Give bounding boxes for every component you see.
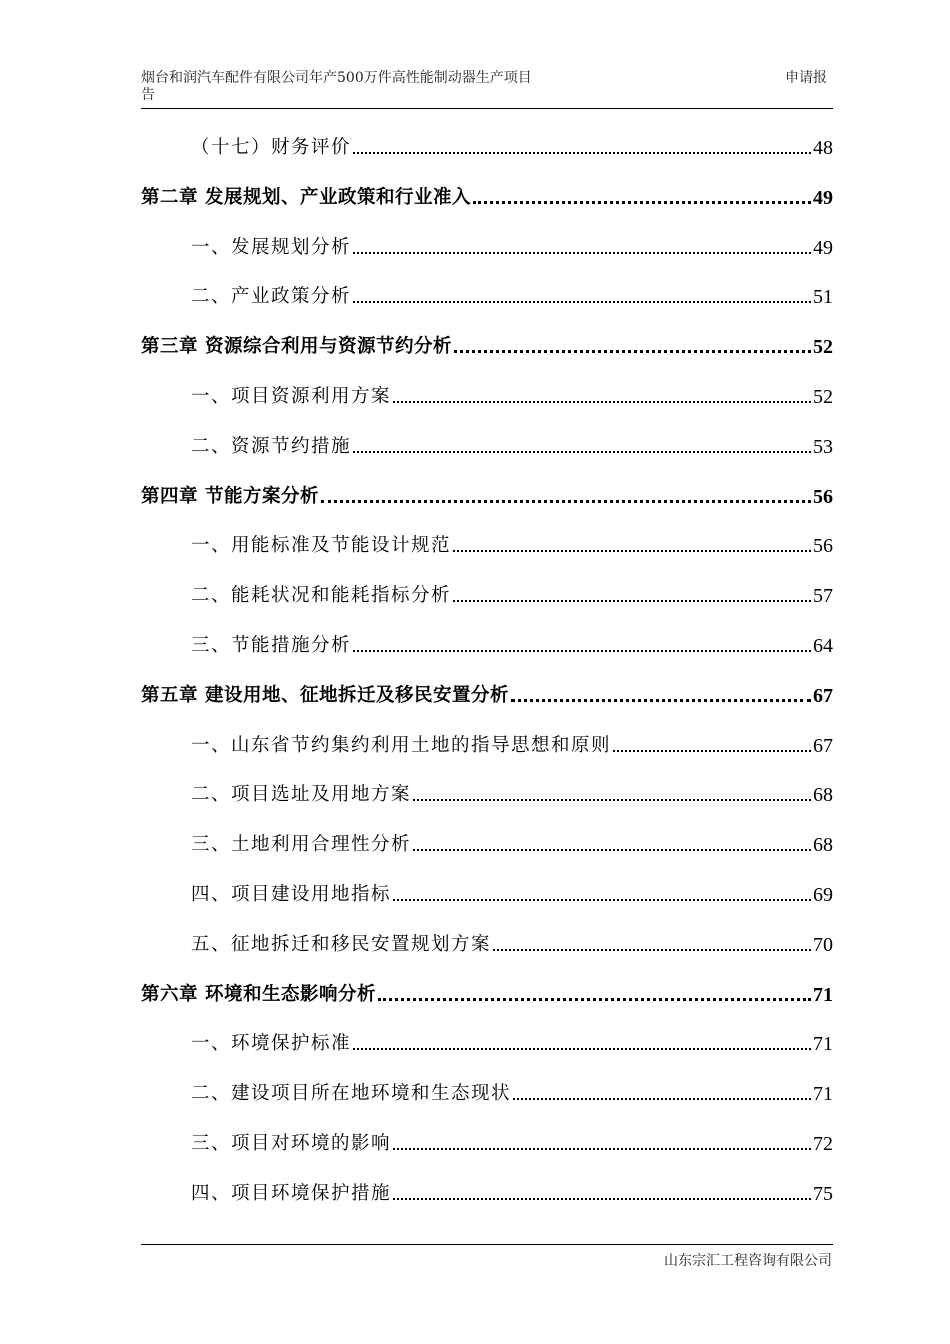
toc-page-number: 68	[813, 784, 833, 807]
toc-entry-title: 一、山东省节约集约利用土地的指导思想和原则	[191, 734, 612, 756]
toc-page-number: 75	[813, 1182, 833, 1205]
footer-divider	[141, 1244, 833, 1245]
toc-section-entry[interactable]	[141, 728, 833, 758]
toc-dot-leader	[393, 1198, 811, 1200]
toc-section-entry[interactable]	[141, 1076, 833, 1106]
toc-chapter-entry[interactable]	[141, 479, 833, 509]
toc-page-number: 71	[813, 1033, 833, 1056]
toc-page-number: 52	[813, 386, 833, 408]
toc-dot-leader	[353, 451, 811, 453]
toc-chapter-entry[interactable]	[141, 329, 833, 359]
toc-dot-leader	[513, 1098, 811, 1100]
toc-dot-leader	[413, 799, 811, 801]
toc-page-number: 64	[813, 635, 833, 657]
toc-section-entry[interactable]	[141, 1126, 833, 1156]
toc-entry-title: 一、项目资源利用方案	[191, 386, 392, 407]
toc-page-number: 69	[813, 884, 833, 906]
toc-page-number: 48	[813, 137, 833, 159]
toc-page-number: 68	[813, 834, 833, 857]
toc-entry-title: 四、项目环境保护措施	[191, 1182, 392, 1204]
toc-section-entry[interactable]	[141, 528, 833, 558]
toc-dot-leader	[353, 152, 811, 154]
toc-entry-title: （十七）财务评价	[191, 137, 352, 158]
toc-entry-title: 三、项目对环境的影响	[191, 1133, 392, 1154]
toc-entry-title: 二、建设项目所在地环境和生态现状	[191, 1083, 512, 1105]
toc-dot-leader	[393, 401, 811, 403]
header-doc-type: 申请报	[785, 70, 827, 86]
footer-company: 山东宗汇工程咨询有限公司	[664, 1253, 832, 1269]
toc-page-number: 52	[813, 336, 833, 359]
toc-dot-leader	[393, 899, 811, 901]
toc-entry-title: 二、产业政策分析	[191, 286, 352, 308]
toc-dot-leader	[353, 650, 811, 652]
toc-section-entry[interactable]	[141, 1176, 833, 1206]
toc-page-number: 67	[813, 734, 833, 757]
toc-section-entry[interactable]	[141, 877, 833, 907]
toc-page-number: 56	[813, 535, 833, 558]
toc-section-entry[interactable]	[141, 230, 833, 260]
toc-section-entry[interactable]	[141, 777, 833, 807]
toc-entry-title: 第五章 建设用地、征地拆迁及移民安置分析	[141, 684, 509, 706]
toc-entry-title: 四、项目建设用地指标	[191, 884, 392, 905]
toc-entry-title: 第二章 发展规划、产业政策和行业准入	[141, 186, 471, 208]
toc-dot-leader	[493, 949, 811, 951]
toc-page-number: 53	[813, 435, 833, 458]
toc-page-number: 49	[813, 186, 833, 209]
toc-page-number: 56	[813, 485, 833, 508]
toc-entry-title: 一、用能标准及节能设计规范	[191, 535, 452, 557]
toc-entry-title: 一、发展规划分析	[191, 236, 352, 258]
toc-dot-leader	[413, 849, 811, 851]
toc-page-number: 51	[813, 286, 833, 309]
toc-dot-leader	[613, 750, 811, 752]
page-header	[141, 70, 833, 109]
toc-chapter-entry[interactable]	[141, 678, 833, 708]
toc-section-entry[interactable]	[141, 1026, 833, 1056]
toc-dot-leader	[393, 1148, 811, 1150]
toc-chapter-entry[interactable]	[141, 180, 833, 210]
toc-entry-title: 五、征地拆迁和移民安置规划方案	[191, 933, 492, 955]
toc-dot-leader	[511, 699, 811, 702]
toc-dot-leader	[378, 998, 811, 1001]
toc-page-number: 70	[813, 933, 833, 956]
header-title-line-1: 烟台和润汽车配件有限公司年产500万件高性能制动器生产项目	[141, 70, 532, 86]
toc-chapter-entry[interactable]	[141, 977, 833, 1007]
toc-page-number: 67	[813, 684, 833, 707]
toc-section-entry[interactable]	[141, 379, 833, 409]
toc-dot-leader	[353, 1048, 811, 1050]
toc-section-entry[interactable]	[141, 279, 833, 309]
toc-entry-title: 三、节能措施分析	[191, 635, 352, 656]
toc-section-entry[interactable]	[141, 827, 833, 857]
toc-section-entry[interactable]	[141, 578, 833, 608]
toc-page-number: 71	[813, 1083, 833, 1106]
toc-dot-leader	[453, 600, 811, 602]
toc-section-entry[interactable]	[141, 927, 833, 957]
toc-dot-leader	[453, 550, 811, 552]
toc-entry-title: 二、能耗状况和能耗指标分析	[191, 585, 452, 607]
toc-entry-title: 第三章 资源综合利用与资源节约分析	[141, 336, 452, 358]
header-title-line-2: 告	[141, 87, 155, 103]
toc-section-entry[interactable]	[141, 429, 833, 459]
toc-dot-leader	[473, 201, 811, 204]
toc-page-number: 49	[813, 236, 833, 259]
toc-entry-title: 二、项目选址及用地方案	[191, 784, 412, 806]
toc-dot-leader	[454, 350, 811, 353]
toc-entry-title: 第四章 节能方案分析	[141, 485, 319, 507]
toc-page-number: 71	[813, 983, 833, 1006]
toc-dot-leader	[353, 252, 811, 254]
toc-entry-title: 第六章 环境和生态影响分析	[141, 983, 376, 1005]
toc-entry-title: 二、资源节约措施	[191, 435, 352, 457]
toc-page-number: 72	[813, 1133, 833, 1155]
toc-dot-leader	[353, 301, 811, 303]
toc-entry-title: 一、环境保护标准	[191, 1033, 352, 1055]
header-title	[141, 70, 621, 104]
toc-page-number: 57	[813, 585, 833, 608]
toc-section-entry[interactable]	[141, 130, 833, 160]
toc-section-entry[interactable]	[141, 628, 833, 658]
toc-dot-leader	[321, 500, 811, 503]
toc-entry-title: 三、土地利用合理性分析	[191, 834, 412, 856]
